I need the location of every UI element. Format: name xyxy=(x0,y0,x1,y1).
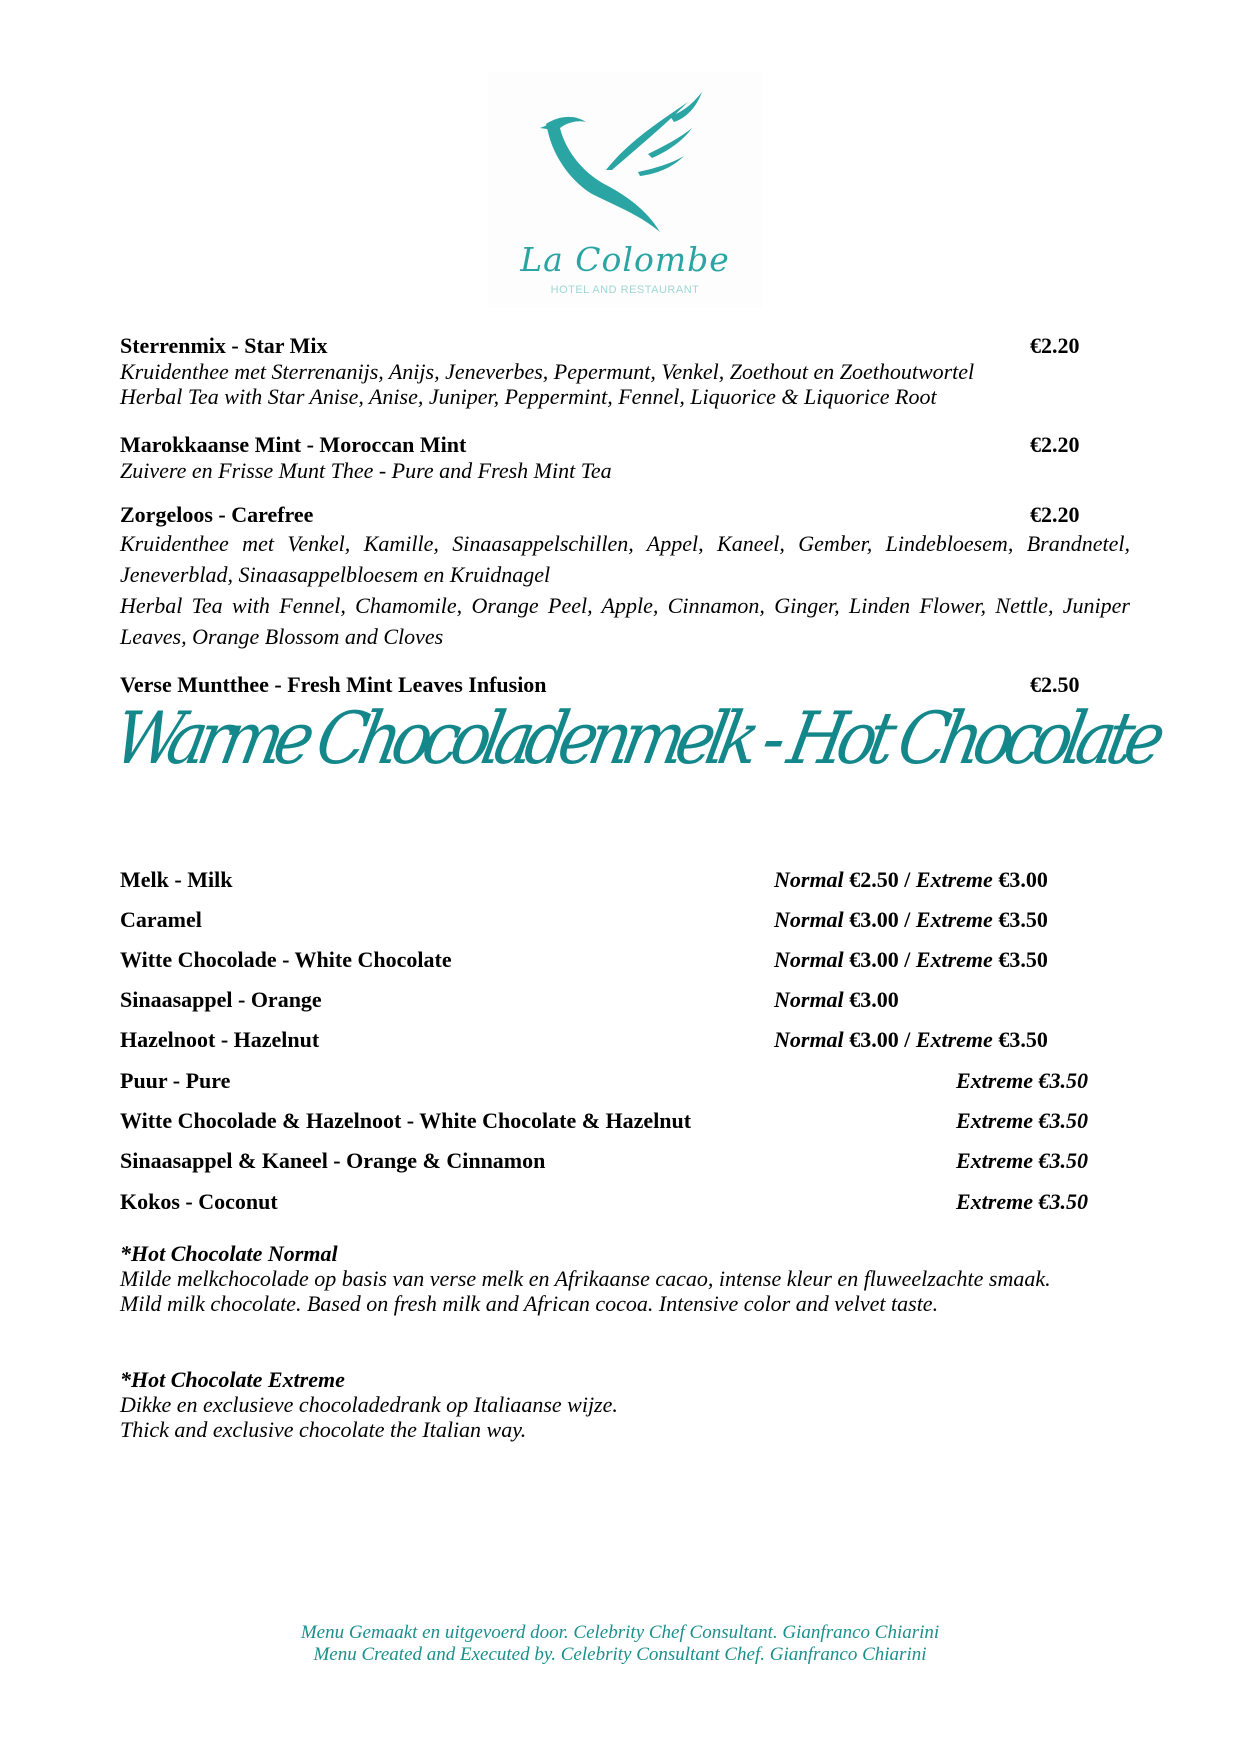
logo-subtitle: HOTEL AND RESTAURANT xyxy=(550,284,700,296)
tea-item xyxy=(120,432,1100,483)
item-prices: Extreme €3.50 xyxy=(956,1108,1088,1133)
footer-line-nl: Menu Gemaakt en uitgevoerd door. Celebrity Chef Consultant. Gianfranco Chiarini xyxy=(300,1622,940,1643)
footer-line-en: Menu Created and Executed by. Celebrity Consultant Chef. Gianfranco Chiarini xyxy=(313,1644,927,1665)
item-description-nl: Kruidenthee met Venkel, Kamille, Sinaasappelschillen, Appel, Kaneel, Gember, Lindebloesem, Brandnetel, Jeneverblad, Sinaasappelbloesem en Kruidnagel xyxy=(120,531,1130,587)
item-prices: Extreme €3.50 xyxy=(956,1068,1088,1093)
menu-row xyxy=(120,1025,1088,1055)
item-name: Melk - Milk xyxy=(120,867,233,892)
item-name: Witte Chocolade - White Chocolate xyxy=(120,947,452,972)
item-price: €2.20 xyxy=(1030,502,1080,527)
item-description-en: Herbal Tea with Fennel, Chamomile, Orange Peel, Apple, Cinnamon, Ginger, Linden Flower, Nettle, Juniper Leaves, Orange Blossom and Cloves xyxy=(120,593,1130,649)
note-text-en: Mild milk chocolate. Based on fresh milk and African cocoa. Intensive color and velvet taste. xyxy=(120,1291,939,1316)
item-prices: Extreme €3.50 xyxy=(956,1189,1088,1214)
item-prices: Normal €3.00 / Extreme €3.50 xyxy=(774,907,1048,932)
logo xyxy=(488,72,762,308)
menu-row xyxy=(120,1146,1088,1176)
item-price: €2.20 xyxy=(1030,333,1080,358)
footer-credits xyxy=(0,1622,1240,1666)
item-title: Sterrenmix - Star Mix xyxy=(120,333,328,358)
item-prices: Normal €3.00 / Extreme €3.50 xyxy=(774,1027,1048,1052)
item-description-nl: Kruidenthee met Sterrenanijs, Anijs, Jeneverbes, Pepermunt, Venkel, Zoethout en Zoethoutwortel xyxy=(120,359,975,384)
item-price: €2.20 xyxy=(1030,432,1080,457)
item-title: Zorgeloos - Carefree xyxy=(120,502,314,527)
item-name: Sinaasappel - Orange xyxy=(120,987,322,1012)
note-title: *Hot Chocolate Normal xyxy=(120,1241,338,1266)
item-prices: Normal €2.50 / Extreme €3.00 xyxy=(774,867,1048,892)
item-title: Marokkaanse Mint - Moroccan Mint xyxy=(120,432,467,457)
note-extreme xyxy=(120,1367,1130,1442)
menu-row xyxy=(120,865,1088,895)
item-name: Caramel xyxy=(120,907,202,932)
dove-icon xyxy=(488,72,762,242)
item-prices: Normal €3.00 / Extreme €3.50 xyxy=(774,947,1048,972)
note-text-en: Thick and exclusive chocolate the Italian way. xyxy=(120,1417,527,1442)
item-description-en: Herbal Tea with Star Anise, Anise, Juniper, Peppermint, Fennel, Liquorice & Liquorice Root xyxy=(120,384,937,409)
menu-row xyxy=(120,985,1088,1015)
menu-row xyxy=(120,905,1088,935)
note-normal xyxy=(120,1241,1130,1316)
item-title: Verse Muntthee - Fresh Mint Leaves Infusion xyxy=(120,672,547,697)
section-heading-hot-chocolate: Warme Chocoladenmelk - Hot Chocolate xyxy=(107,696,1165,780)
note-text-nl: Milde melkchocolade op basis van verse melk en Afrikaanse cacao, intense kleur en fluweelzachte smaak. xyxy=(120,1266,1051,1291)
item-name: Kokos - Coconut xyxy=(120,1189,278,1214)
item-prices: Normal €3.00 xyxy=(774,987,899,1012)
tea-item xyxy=(120,333,1100,409)
menu-row xyxy=(120,945,1088,975)
note-text-nl: Dikke en exclusieve chocoladedrank op Italiaanse wijze. xyxy=(120,1392,618,1417)
item-name: Witte Chocolade & Hazelnoot - White Chocolate & Hazelnut xyxy=(120,1108,692,1133)
logo-name: La Colombe xyxy=(520,240,730,279)
item-name: Puur - Pure xyxy=(120,1068,231,1093)
menu-row xyxy=(120,1187,1088,1217)
item-name: Hazelnoot - Hazelnut xyxy=(120,1027,320,1052)
item-prices: Extreme €3.50 xyxy=(956,1148,1088,1173)
item-description: Zuivere en Frisse Munt Thee - Pure and Fresh Mint Tea xyxy=(120,458,612,483)
item-price: €2.50 xyxy=(1030,672,1080,697)
menu-row xyxy=(120,1106,1088,1136)
tea-item xyxy=(120,502,1130,652)
item-name: Sinaasappel & Kaneel - Orange & Cinnamon xyxy=(120,1148,546,1173)
menu-row xyxy=(120,1066,1088,1096)
note-title: *Hot Chocolate Extreme xyxy=(120,1367,345,1392)
